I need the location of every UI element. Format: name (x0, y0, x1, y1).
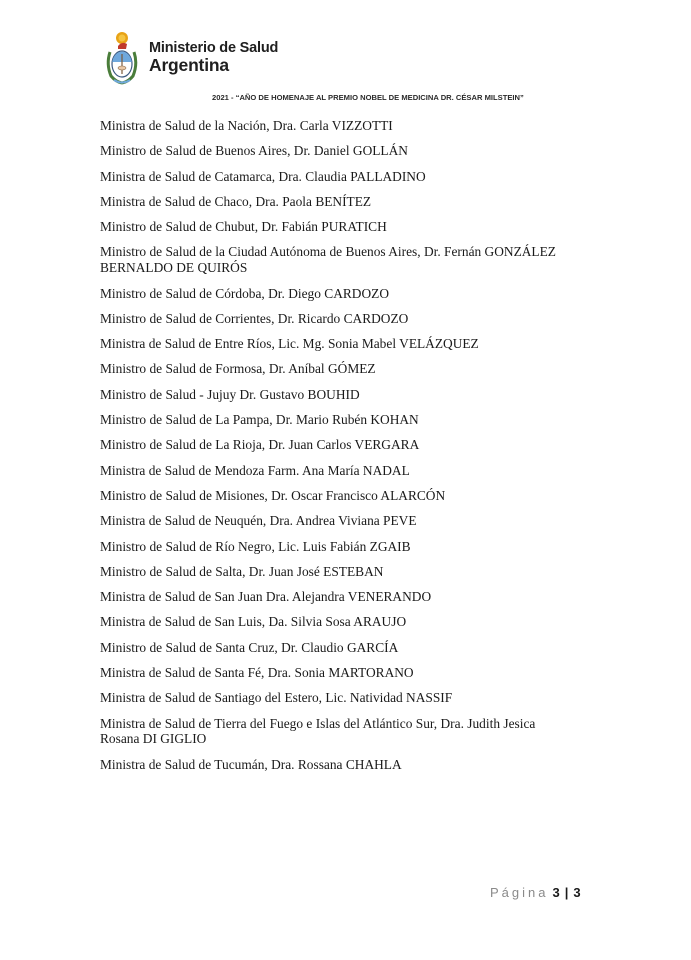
recipient-item: Ministro de Salud de Chubut, Dr. Fabián PURATICH (100, 219, 387, 235)
recipient-item: Ministra de Salud de Santa Fé, Dra. Sonia MARTORANO (100, 665, 414, 681)
recipient-item: Ministro de Salud - Jujuy Dr. Gustavo BOUHID (100, 386, 360, 402)
logo-ministry-name: Ministerio de Salud (149, 39, 279, 56)
coat-of-arms-icon (104, 30, 140, 86)
recipient-item: Ministro de Salud de Santa Cruz, Dr. Claudio GARCÍA (100, 639, 399, 655)
total-pages-number: 3 (573, 885, 581, 900)
recipient-item: Ministra de Salud de Tierra del Fuego e Islas del Atlántico Sur, Dra. Judith Jesica Rosana DI GIGLIO (100, 715, 536, 747)
recipient-item: Ministro de Salud de Formosa, Dr. Aníbal GÓMEZ (100, 361, 376, 377)
recipient-item: Ministra de Salud de Mendoza Farm. Ana María NADAL (100, 462, 410, 478)
recipient-item: Ministro de Salud de la Ciudad Autónoma de Buenos Aires, Dr. Fernán GONZÁLEZ BERNALDO DE QUIRÓS (100, 244, 556, 276)
recipient-item: Ministra de Salud de Chaco, Dra. Paola BENÍTEZ (100, 193, 372, 209)
page-footer (490, 885, 581, 900)
recipient-item: Ministra de Salud de Entre Ríos, Lic. Mg. Sonia Mabel VELÁZQUEZ (100, 336, 479, 352)
recipient-item: Ministra de Salud de la Nación, Dra. Carla VIZZOTTI (100, 118, 393, 133)
recipient-item: Ministra de Salud de San Juan Dra. Alejandra VENERANDO (100, 589, 432, 605)
recipient-item: Ministra de Salud de Tucumán, Dra. Rossana CHAHLA (100, 756, 402, 772)
recipient-item: Ministro de Salud de Buenos Aires, Dr. Daniel GOLLÁN (100, 143, 408, 159)
logo-text (149, 41, 278, 76)
recipient-item: Ministro de Salud de Río Negro, Lic. Luis Fabián ZGAIB (100, 538, 411, 554)
recipient-item: Ministro de Salud de Córdoba, Dr. Diego CARDOZO (100, 285, 389, 301)
year-motto: 2021 - “AÑO DE HOMENAJE AL PREMIO NOBEL DE MEDICINA DR. CÉSAR MILSTEIN” (212, 93, 524, 102)
recipient-item: Ministro de Salud de Misiones, Dr. Oscar Francisco ALARCÓN (100, 487, 446, 503)
recipient-item: Ministro de Salud de La Rioja, Dr. Juan Carlos VERGARA (100, 437, 420, 453)
recipient-list (100, 118, 600, 782)
logo-country-name: Argentina (149, 55, 229, 76)
recipient-item: Ministra de Salud de Santiago del Estero, Lic. Natividad NASSIF (100, 690, 453, 706)
page-separator: | (564, 885, 569, 900)
recipient-item: Ministra de Salud de Catamarca, Dra. Claudia PALLADINO (100, 168, 426, 184)
current-page-number: 3 (552, 885, 560, 900)
ministry-logo (104, 30, 278, 86)
recipient-item: Ministro de Salud de La Pampa, Dr. Mario Rubén KOHAN (100, 412, 419, 428)
page-label: Página (490, 885, 549, 900)
recipient-item: Ministro de Salud de Corrientes, Dr. Ricardo CARDOZO (100, 310, 409, 326)
recipient-item: Ministra de Salud de San Luis, Da. Silvia Sosa ARAUJO (100, 614, 407, 630)
recipient-item: Ministra de Salud de Neuquén, Dra. Andrea Viviana PEVE (100, 513, 417, 529)
recipient-item: Ministro de Salud de Salta, Dr. Juan José ESTEBAN (100, 563, 384, 579)
